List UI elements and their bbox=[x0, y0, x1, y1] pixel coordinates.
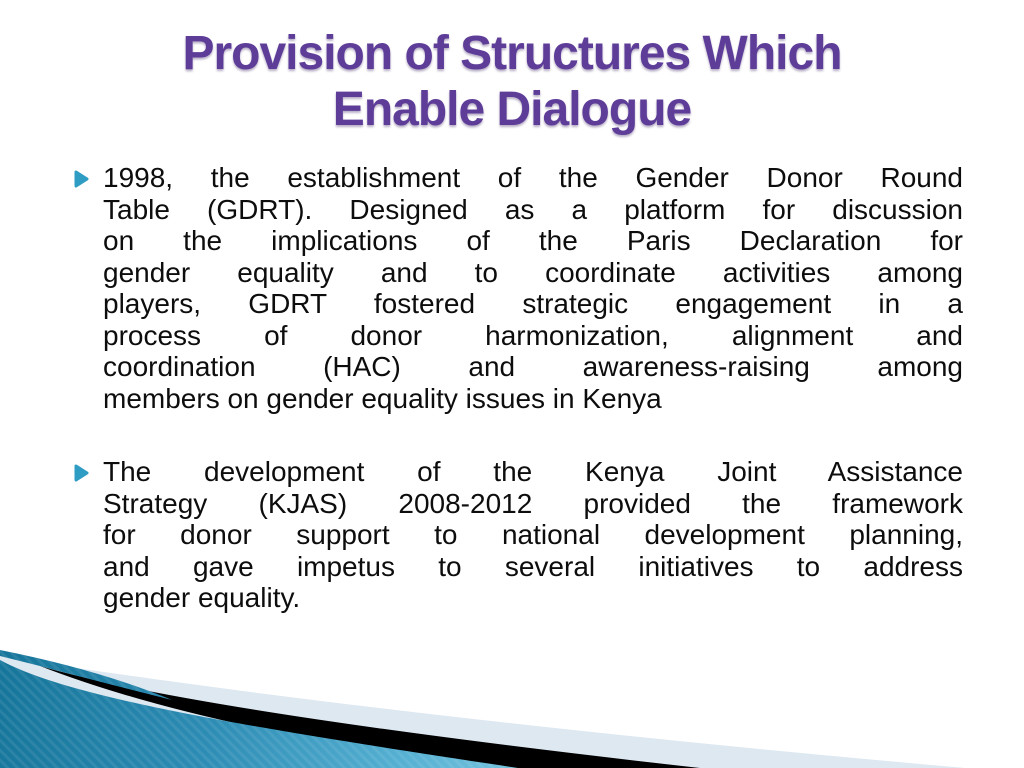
bullet-text-line: gender equality and to coordinate activities among bbox=[103, 256, 963, 288]
triangle-right-icon bbox=[73, 169, 90, 189]
bullet-item-1 bbox=[103, 162, 963, 414]
swoosh-teal-body-texture bbox=[0, 660, 518, 768]
swoosh-pale-wedge bbox=[0, 656, 965, 768]
slide-title bbox=[40, 26, 984, 138]
swoosh-teal-upper-sliver bbox=[0, 650, 172, 700]
bullet-text-line: for donor support to national development planning, bbox=[103, 519, 963, 550]
slide-title-line-1: Provision of Structures Which bbox=[182, 27, 842, 80]
bullet-text-line: and gave impetus to several initiatives to address bbox=[103, 550, 963, 582]
bullet-text-line: Strategy (KJAS) 2008-2012 provided the framework bbox=[103, 487, 963, 519]
bullet-text-line: members on gender equality issues in Kenya bbox=[103, 382, 662, 414]
bullet-text-line: process of donor harmonization, alignment and bbox=[103, 319, 963, 351]
bullet-text-line: gender equality. bbox=[103, 582, 301, 613]
swoosh-teal-upper-sliver-texture bbox=[0, 650, 172, 700]
bullet-text-line: coordination (HAC) and awareness-raising among bbox=[103, 351, 963, 382]
bullet-text-line: 1998, the establishment of the Gender Donor Round bbox=[103, 162, 963, 193]
swoosh-black-stripe bbox=[40, 666, 700, 768]
triangle-right-icon bbox=[73, 463, 90, 483]
swoosh-teal-body bbox=[0, 660, 518, 768]
bullet-list bbox=[103, 162, 963, 614]
bullet-text-line: The development of the Kenya Joint Assistance bbox=[103, 456, 963, 487]
bullet-text-line: on the implications of the Paris Declaration for bbox=[103, 225, 963, 256]
bullet-text-line: players, GDRT fostered strategic engagement in a bbox=[103, 288, 963, 319]
bullet-text-line: Table (GDRT). Designed as a platform for discussion bbox=[103, 193, 963, 225]
slide-title-line-2: Enable Dialogue bbox=[332, 83, 692, 136]
bullet-item-2 bbox=[103, 456, 963, 614]
